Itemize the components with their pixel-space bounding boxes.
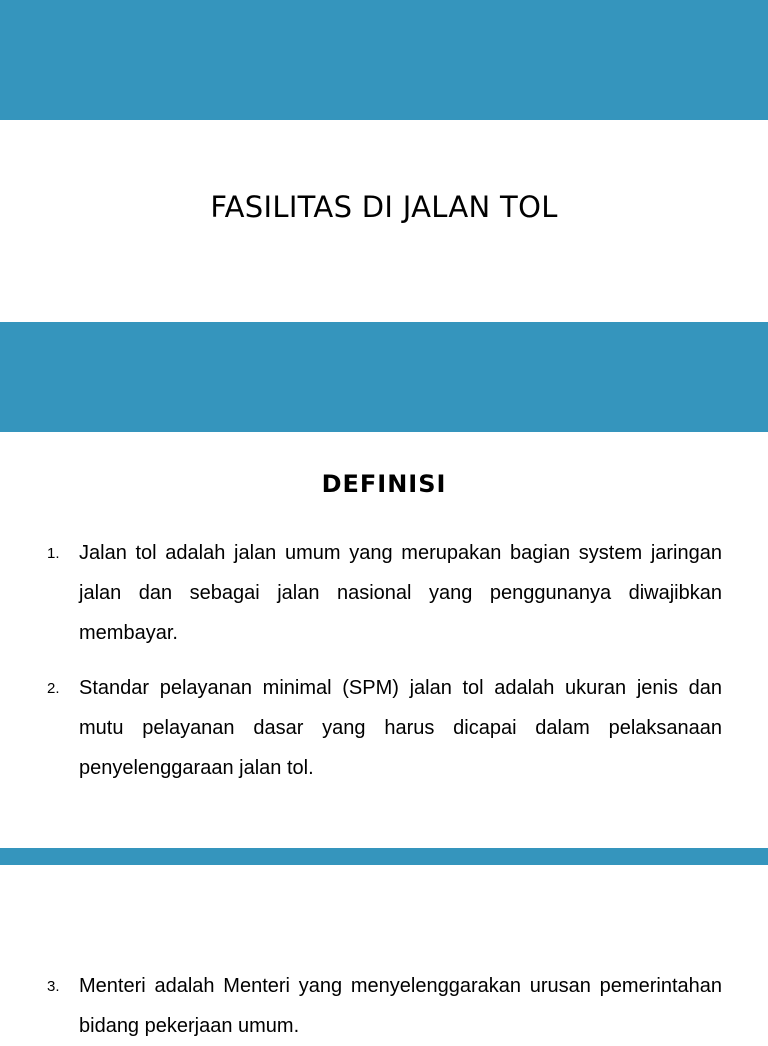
section-heading: DEFINISI bbox=[321, 470, 447, 498]
header-band bbox=[0, 0, 768, 120]
slide-divider-band bbox=[0, 322, 768, 432]
slide-divider-band bbox=[0, 848, 768, 865]
list-item-text: Menteri adalah Menteri yang menyelenggarakan urusan pemerintahan bidang pekerjaan umum. bbox=[79, 975, 722, 1037]
list-item-text: Standar pelayanan minimal (SPM) jalan tol adalah ukuran jenis dan mutu pelayanan dasar yang harus dicapai dalam pelaksanaan penyelenggaraan jalan tol. bbox=[79, 677, 722, 779]
list-item-text: Jalan tol adalah jalan umum yang merupakan bagian system jaringan jalan dan sebagai jalan nasional yang penggunanya diwajibkan membayar. bbox=[79, 542, 722, 644]
list-item-number: 1. bbox=[47, 545, 60, 562]
list-item-number: 2. bbox=[47, 680, 60, 697]
page-title: FASILITAS DI JALAN TOL bbox=[210, 190, 558, 224]
list-item-number: 3. bbox=[47, 978, 60, 995]
